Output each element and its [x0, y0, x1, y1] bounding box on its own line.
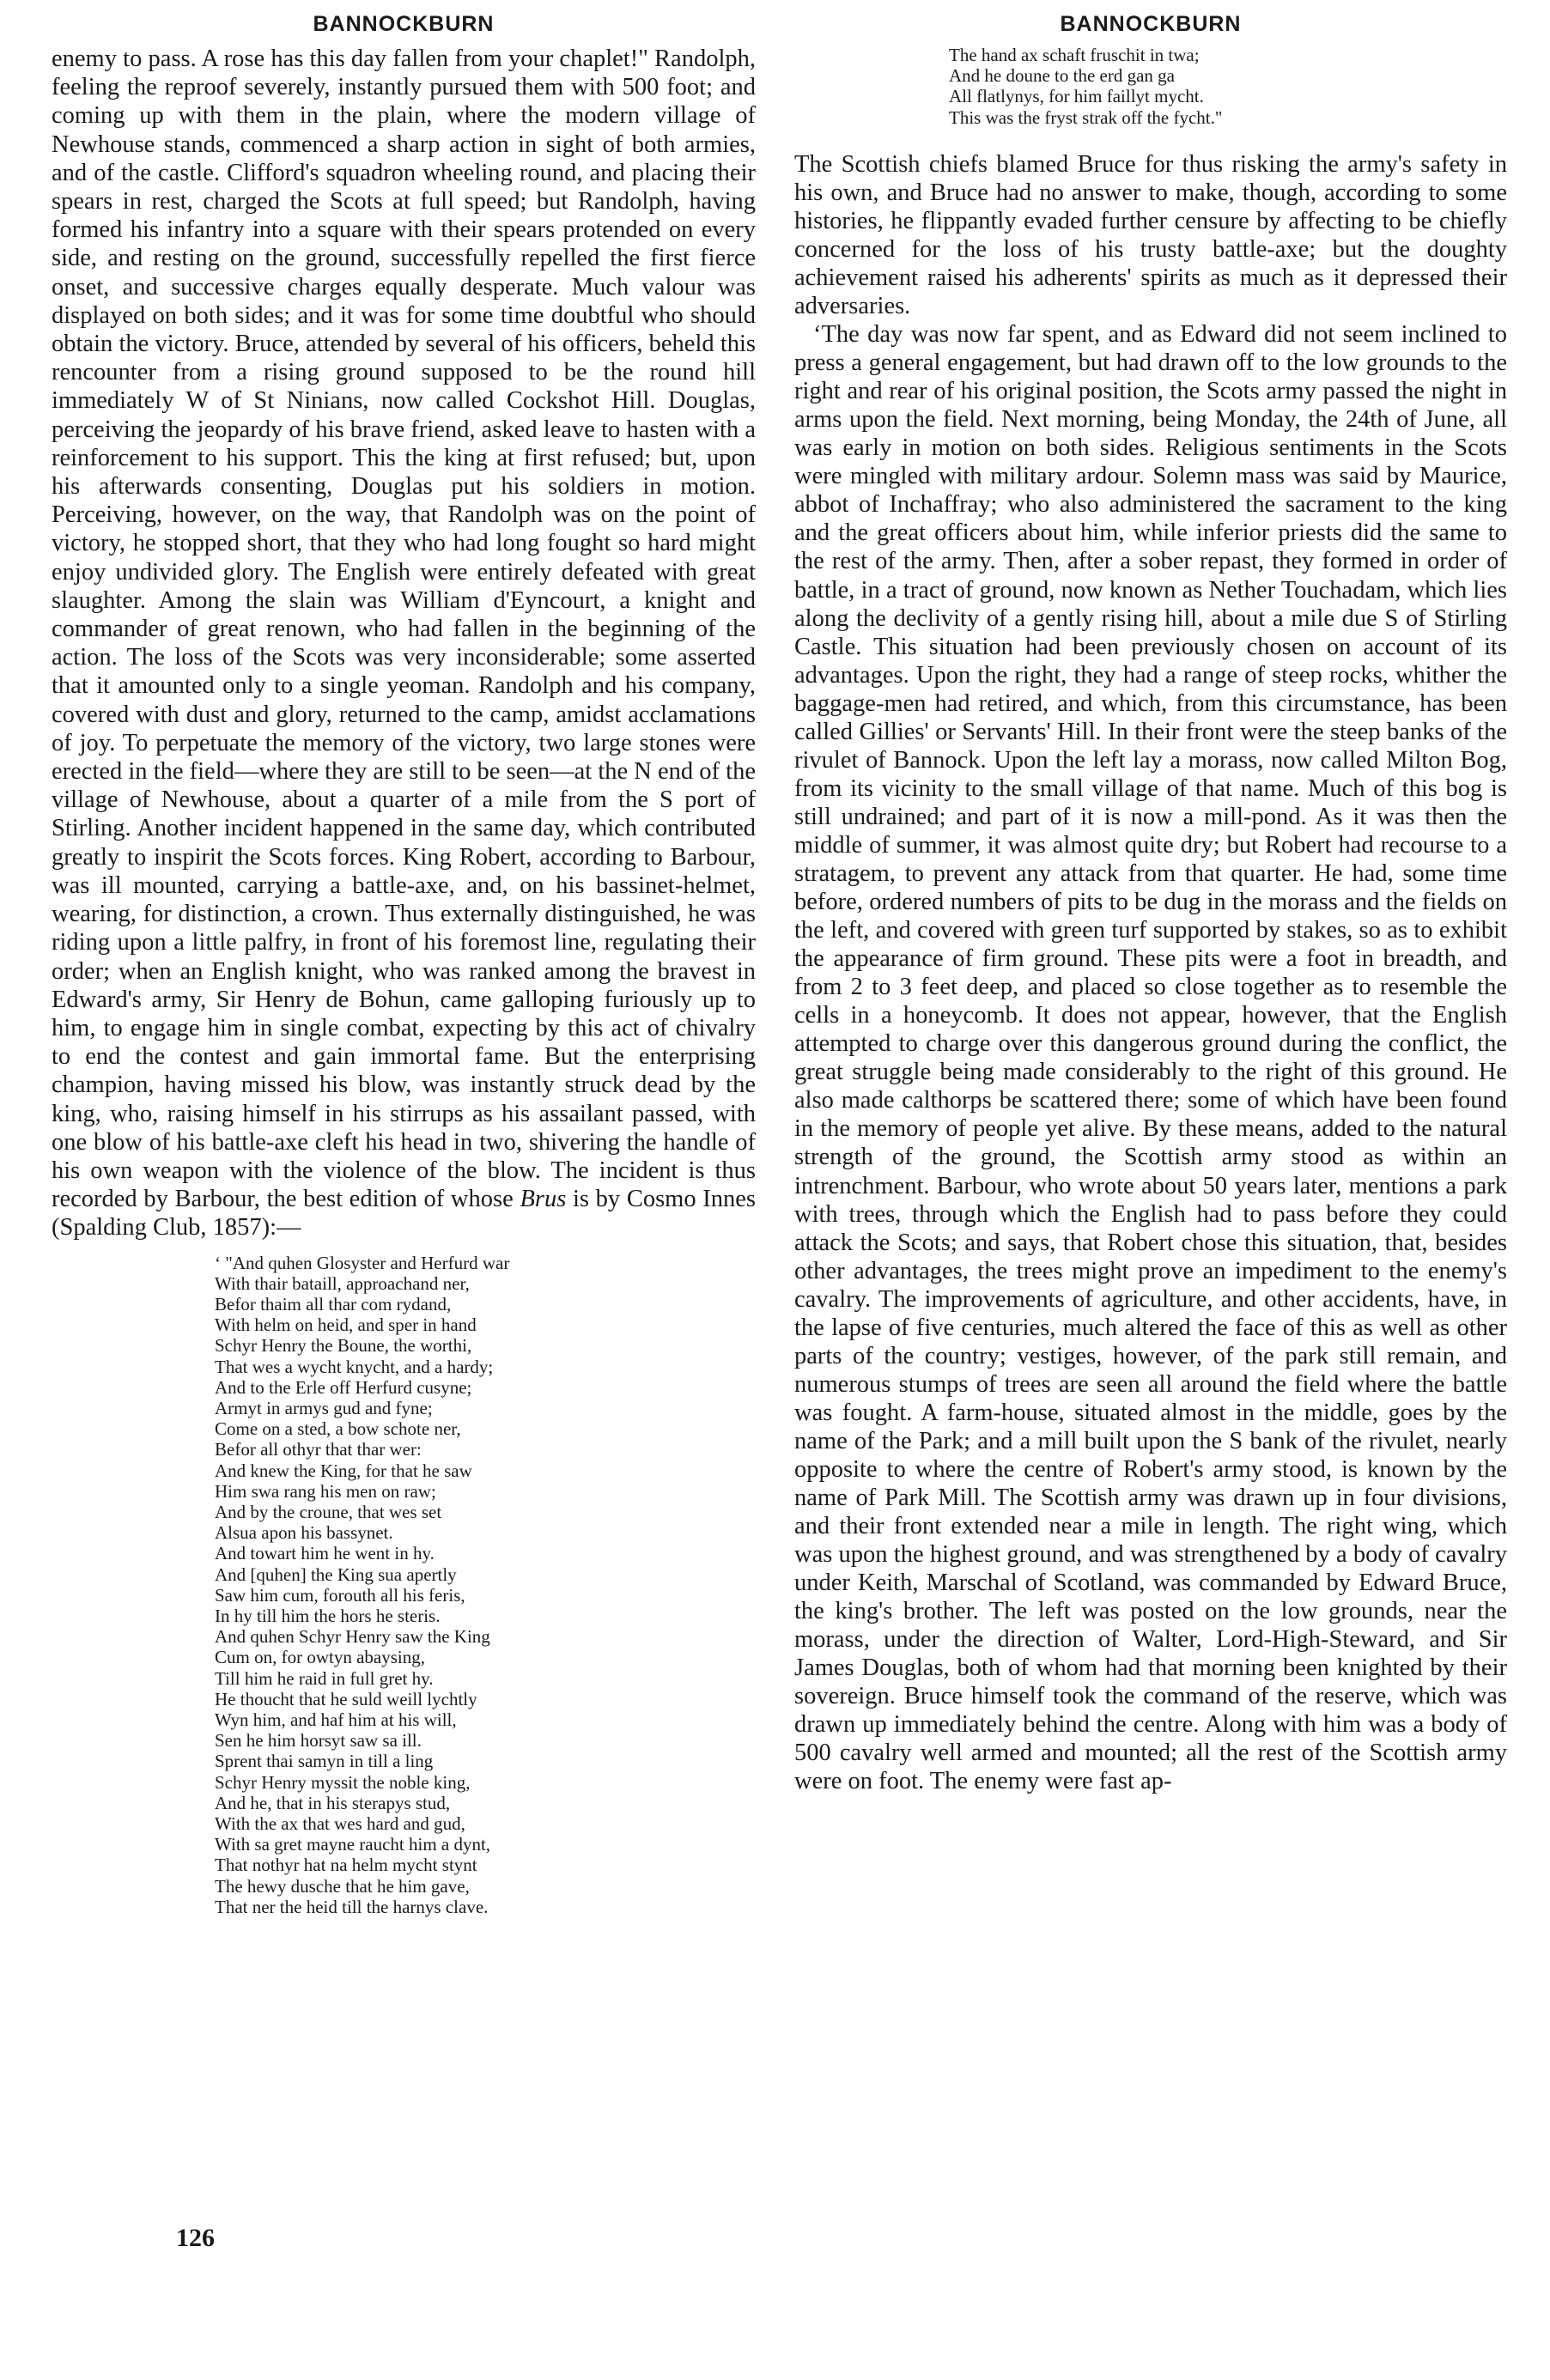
- verse-line: And [quhen] the King sua apertly: [215, 1563, 457, 1585]
- verse-line: Till him he raid in full gret hy.: [215, 1667, 434, 1689]
- verse-line: Wyn him, and haf him at his will,: [215, 1709, 457, 1730]
- verse-line: And quhen Schyr Henry saw the King: [215, 1626, 490, 1648]
- verse-line: The hewy dusche that he him gave,: [215, 1875, 470, 1897]
- verse-line: ‘ "And quhen Glosyster and Herfurd war: [215, 1252, 510, 1273]
- left-column: [52, 0, 756, 1917]
- book-title: Brus: [520, 1186, 567, 1213]
- verse-line: Cum on, for owtyn abaysing,: [215, 1647, 425, 1668]
- left-paragraph: [52, 45, 756, 1242]
- right-paragraph-2: ‘The day was now far spent, and as Edward did not seem inclined to press a general engagement, but had drawn off to the low grounds to the right and rear of his original position, the Scots army passed the night in arms upon the field. Next morning, being Monday, the 24th of June, all was early in motion on both sides. Religious sentiments in the Scots were mingled with military ardour. Solemn mass was said by Maurice, abbot of Inchaffray; who also administered the sacrament to the king and the great officers about him, while inferior priests did the same to the rest of the army. Then, after a sober repast, they formed in order of battle, in a tract of ground, now known as Nether Touchadam, which lies along the declivity of a gently rising hill, about a mile due S of Stirling Castle. This situation had been previously chosen on account of its advantages. Upon the right, they had a range of steep rocks, whither the baggage-men had retired, and which, from this circumstance, has been called Gillies' or Servants' Hill. In their front were the steep banks of the rivulet of Bannock. Upon the left lay a morass, now called Milton Bog, from its vicinity to the small village of that name. Much of this bog is still undrained; and part of it is now a mill-pond. As it was then the middle of summer, it was almost quite dry; but Robert had recourse to a stratagem, to prevent any attack from that quarter. He had, some time before, ordered numbers of pits to be dug in the morass and the fields on the left, and covered with green turf supported by stakes, so as to exhibit the appearance of firm ground. These pits were a foot in breadth, and from 2 to 3 feet deep, and placed so close together as to resemble the cells in a honeycomb. It does not appear, however, that the English attempted to charge over this dangerous ground during the conflict, the great struggle being made considerably to the right of this ground. He also made calthorps be scattered there; some of which have been found in the memory of people yet alive. By these means, added to the natural strength of the ground, the Scottish army stood as within an intrenchment. Barbour, who wrote about 50 years later, mentions a park with trees, through which the English had to pass before they could attack the Scots; and says, that Robert chose this situation, that, besides other advantages, the trees might prove an impediment to the enemy's cavalry. The improvements of agriculture, and other accidents, have, in the lapse of five centuries, much altered the face of this as well as other parts of the country; vestiges, however, of the park still remain, and numerous stumps of trees are seen all around the field where the battle was fought. A farm-house, situated almost in the middle, goes by the name of the Park; and a mill built upon the S bank of the rivulet, nearly opposite to where the centre of Robert's army stood, is known by the name of Park Mill. The Scottish army was drawn up in four divisions, and their front extended near a mile in length. The right wing, which was upon the highest ground, and was strengthened by a body of cavalry under Keith, Marschal of Scotland, was commanded by Edward Bruce, the king's brother. The left was posted on the low grounds, near the morass, under the direction of Walter, Lord-High-Steward, and Sir James Douglas, both of whom had that morning been knighted by their sovereign. Bruce himself took the command of the reserve, which was drawn up immediately behind the centre. Along with him was a body of 500 cavalry well armed and mounted; all the rest of the Scottish army were on foot. The enemy were fast ap-: [794, 321, 1507, 1795]
- running-head-right: BANNOCKBURN: [1060, 12, 1242, 36]
- verse-line: With helm on heid, and sper in hand: [215, 1314, 477, 1336]
- verse-line: And by the croune, that wes set: [215, 1501, 442, 1522]
- verse-line: Schyr Henry the Boune, the worthi,: [215, 1335, 472, 1357]
- verse-line: And to the Erle off Herfurd cusyne;: [215, 1376, 472, 1398]
- verse-line: Come on a sted, a bow schote ner,: [215, 1418, 461, 1440]
- verse-line: Schyr Henry myssit the noble king,: [215, 1771, 471, 1793]
- verse-line: The hand ax schaft fruschit in twa;: [949, 45, 1200, 65]
- barbour-verse-continued: [949, 45, 1507, 128]
- verse-line: He thoucht that he suld weill lychtly: [215, 1688, 477, 1709]
- verse-line: Sen he him horsyt saw sa ill.: [215, 1730, 422, 1752]
- verse-line: And he, that in his sterapys stud,: [215, 1792, 451, 1813]
- verse-line: With thair bataill, approachand ner,: [215, 1272, 470, 1294]
- verse-line: Befor thaim all thar com rydand,: [215, 1293, 452, 1314]
- verse-line: With sa gret mayne raucht him a dynt,: [215, 1834, 491, 1855]
- verse-line: This was the fryst strak off the fycht.": [949, 106, 1223, 128]
- verse-line: Alsua apon his bassynet.: [215, 1522, 393, 1544]
- verse-line: With the ax that wes hard and gud,: [215, 1813, 465, 1835]
- verse-line: And he doune to the erd gan ga: [949, 65, 1176, 87]
- verse-line: And knew the King, for that he saw: [215, 1460, 472, 1481]
- page-number: 126: [176, 2224, 215, 2252]
- verse-line: All flatlynys, for him faillyt mycht.: [949, 86, 1204, 107]
- verse-line: Befor all othyr that thar wer:: [215, 1439, 422, 1460]
- verse-line: That ner the heid till the harnys clave.: [215, 1896, 489, 1917]
- verse-line: And towart him he went in hy.: [215, 1543, 435, 1564]
- running-head-left: BANNOCKBURN: [313, 12, 495, 36]
- verse-line: That wes a wycht knycht, and a hardy;: [215, 1356, 494, 1377]
- right-column: [794, 0, 1507, 1796]
- verse-line: Him swa rang his men on raw;: [215, 1480, 436, 1502]
- verse-line: In hy till him the hors he steris.: [215, 1605, 441, 1626]
- verse-line: Saw him cum, forouth all his feris,: [215, 1584, 465, 1606]
- verse-line: Sprent thai samyn in till a ling: [215, 1751, 434, 1772]
- right-paragraph-1: The Scottish chiefs blamed Bruce for thus risking the army's safety in his own, and Bruce had no answer to make, though, according to some histories, he flippantly evaded further censure by affecting to be chiefly concerned for the loss of his trusty battle-axe; but the doughty achievement raised his adherents' spirits as much as it depressed their adversaries.: [794, 150, 1507, 320]
- barbour-verse: [215, 1253, 756, 1918]
- left-paragraph-tail: is by Cosmo Innes (Spalding Club, 1857):—: [52, 1186, 757, 1242]
- verse-line: Armyt in armys gud and fyne;: [215, 1397, 433, 1418]
- left-paragraph-text: enemy to pass. A rose has this day fallen from your chaplet!" Randolph, feeling the reproof severely, instantly pursued them with 500 foot; and coming up with them in the plain, where the modern village of Newhouse stands, commenced a sharp action in sight of both armies, and of the castle. Clifford's squadron wheeling round, and placing their spears in rest, charged the Scots at full speed; but Randolph, having formed his infantry into a square with their spears protended on every side, and resting on the ground, successfully repelled the first fierce onset, and successive charges equally desperate. Much valour was displayed on both sides; and it was for some time doubtful who should obtain the victory. Bruce, attended by several of his officers, beheld this rencounter from a rising ground supposed to be the round hill immediately W of St Ninians, now called Cockshot Hill. Douglas, perceiving the jeopardy of his brave friend, asked leave to hasten with a reinforcement to his support. This the king at first refused; but, upon his afterwards consenting, Douglas put his soldiers in motion. Perceiving, however, on the way, that Randolph was on the point of victory, he stopped short, that they who had long fought so hard might enjoy undivided glory. The English were entirely defeated with great slaughter. Among the slain was William d'Eyncourt, a knight and commander of great renown, who had fallen in the beginning of the action. The loss of the Scots was very inconsiderable; some asserted that it amounted only to a single yeoman. Randolph and his company, covered with dust and glory, returned to the camp, amidst acclamations of joy. To perpetuate the memory of the victory, two large stones were erected in the field—where they are still to be seen—at the N end of the village of Newhouse, about a quarter of a mile from the S port of Stirling. Another incident happened in the same day, which contributed greatly to inspirit the Scots forces. King Robert, according to Barbour, was ill mounted, carrying a battle-axe, and, on his bassinet-helmet, wearing, for distinction, a crown. Thus externally distinguished, he was riding upon a little palfry, in front of his foremost line, regulating their order; when an English knight, who was ranked among the bravest in Edward's army, Sir Henry de Bohun, came galloping furiously up to him, to engage him in single combat, expecting by this act of chivalry to end the contest and gain immortal fame. But the enterprising champion, having missed his blow, was instantly struck dead by the king, who, raising himself in his stirrups as his assailant passed, with one blow of his battle-axe cleft his head in two, shivering the handle of his own weapon with the violence of the blow. The incident is thus recorded by Barbour, the best edition of whose: [52, 46, 756, 1213]
- verse-line: That nothyr hat na helm mycht stynt: [215, 1855, 477, 1876]
